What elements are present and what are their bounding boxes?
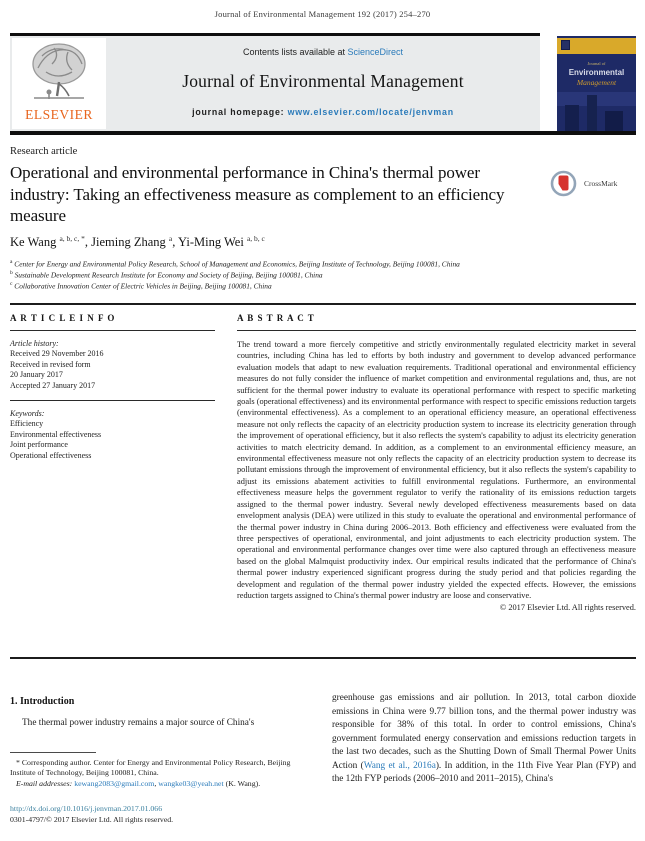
history-line: Received in revised form — [10, 359, 91, 369]
abstract-rule — [237, 330, 636, 331]
homepage-url-link[interactable]: www.elsevier.com/locate/jenvman — [287, 107, 454, 117]
keyword-item: Joint performance — [10, 440, 68, 450]
keyword-item: Operational effectiveness — [10, 450, 92, 460]
history-line: Accepted 27 January 2017 — [10, 380, 96, 390]
elsevier-wordmark: ELSEVIER — [25, 107, 93, 122]
cover-line1: Journal of — [587, 61, 606, 66]
abstract-column — [237, 313, 636, 612]
abstract-text: The trend toward a more fiercely competitive and strictly environmentally regulated electricity market in several countries, including China has led to efforts by both industry and government to develop advanced performance evaluation models that adapt to new evaluation requirements. Traditional operational and environmental efficiency measures do not fully consider the influence of market competition and environmental regulations and, thus, are not sufficient for the thermal power industry to evaluate its operational performance with respect to specific marketing goals (operational effectiveness) and its environmental performance with respect to specific emissions reduction targets (environmental effectiveness). As a complement to an operational efficiency measure, an operational effectiveness measure not only reflects the capacity of an electricity production system to increase its electricity generation through the improvement of operational efficiency, but it also reflects the system's capability to adjust its electricity generation activities to match electricity demand. In addition, as a complement to an environmental efficiency measure, an environmental effectiveness measure not only reflects the capacity of an electricity production system to decrease its pollutant emissions through the improvement of environmental efficiency, but it also reflects the system's capability to adjust its emissions abatement activities to fulfill environmental regulations. Furthermore, an environmental effectiveness measure helps the government regulator to verify the rationality of its emissions reduction targets assigned to the thermal power industry. Several newly developed effectiveness measurements based on data envelopment analysis (DEA) were utilized in this study to evaluate the operational and environmental performance of the thermal power industry in China during 2006–2013. Both efficiency and effectiveness were evaluated from the three perspectives of operational, environmental, and joint adjustments to each electricity production system. The operational and environmental performance changes over time were also captured through an effectiveness measure based on the global Malmquist productivity index. Our empirical results indicated that the performance of China's thermal power industry experienced significant progress during the study period and that policies regarding the development and regulation of the thermal power industry yielded the expected effects. However, the emissions reduction targets assigned to China's thermal power industry are loose and conservative. — [237, 340, 636, 600]
affiliation-text: Collaborative Innovation Center of Electric Vehicles in Beijing, Beijing 100081, China — [12, 281, 272, 291]
cover-line2: Environmental — [568, 68, 625, 77]
author-name: Yi-Ming Wei — [178, 235, 244, 250]
keyword-item: Efficiency — [10, 419, 44, 429]
article-info-rule — [10, 330, 215, 331]
affiliation-text: Center for Energy and Environmental Policy Research, School of Management and Economics, Beijing Institute of Technology, Beijing 100081, China — [12, 259, 460, 269]
affiliation-text: Sustainable Development Research Institute for Economy and Society of Beijing, Beijing 100081, China — [12, 270, 323, 280]
cover-building-shape — [565, 105, 579, 131]
crossmark-badge[interactable] — [550, 170, 640, 200]
email-link-2[interactable]: wangke03@yeah.net — [158, 778, 224, 788]
keywords-label: Keywords: — [10, 409, 45, 419]
cover-building-shape — [605, 111, 623, 131]
email-separator: , — [154, 778, 159, 788]
article-history — [10, 339, 215, 391]
history-line: Received 29 November 2016 — [10, 349, 104, 359]
contents-prefix: Contents lists available at — [242, 47, 348, 57]
cover-line3: Management — [576, 78, 617, 87]
affiliation-list — [10, 258, 460, 291]
abstract-copyright: © 2017 Elsevier Ltd. All rights reserved. — [499, 603, 636, 613]
abstract-heading: A B S T R A C T — [237, 313, 315, 323]
email-label: E-mail addresses: — [16, 778, 73, 788]
article-info-heading: A R T I C L E I N F O — [10, 313, 116, 323]
journal-title: Journal of Environmental Management — [182, 71, 464, 91]
running-head: Journal of Environmental Management 192 (2017) 254–270 — [214, 9, 431, 19]
affiliation-item — [10, 258, 460, 269]
affiliation-mark: b — [10, 270, 13, 277]
abstract-bottom-rule — [10, 657, 636, 659]
sciencedirect-link[interactable]: ScienceDirect — [347, 47, 404, 57]
cover-emblem-icon — [561, 40, 570, 50]
author-separator: , — [172, 235, 179, 250]
issn-rights-line: 0301-4797/© 2017 Elsevier Ltd. All rights reserved. — [10, 814, 174, 824]
paragraph-text: greenhouse gas emissions and air pollution. In 2013, total carbon dioxide emissions in China were 9.77 billion tons, and the thermal power industry was responsible for 38% of this total. In order to control emissions, China's government formulated energy conservation and emissions reduction targets in the last two decades, such as the Shutting Down of Small Thermal Power Units Action ( — [332, 693, 636, 771]
email-tail: (K. Wang). — [223, 778, 261, 788]
affiliation-mark: c — [10, 281, 13, 288]
affiliation-item — [10, 269, 460, 280]
author-list — [10, 234, 265, 250]
affiliation-item — [10, 280, 460, 291]
section-1-heading: 1. Introduction — [10, 696, 75, 707]
header-center — [106, 36, 540, 131]
body-left-column — [10, 692, 312, 731]
citation-link[interactable]: Wang et al., 2016a — [363, 760, 436, 771]
email-line — [10, 779, 312, 789]
journal-cover-thumbnail[interactable] — [557, 36, 636, 131]
article-type-label: Research article — [10, 146, 78, 157]
crossmark-label: CrossMark — [584, 179, 618, 188]
keyword-item: Environmental effectiveness — [10, 429, 102, 439]
footnote-rule — [10, 752, 96, 753]
article-history-label: Article history: — [10, 339, 59, 348]
history-line: 20 January 2017 — [10, 370, 63, 380]
elsevier-logo[interactable] — [12, 38, 106, 129]
section-rule — [10, 303, 636, 305]
paragraph-text: ). In addition, in the 11th Five Year Plan (FYP) and the 12th FYP periods (2006–2010 and 2011–2015), China's — [332, 760, 636, 784]
homepage-line — [106, 107, 540, 117]
body-right-column — [332, 692, 636, 787]
header-bottom-rule — [10, 131, 636, 135]
keywords-block — [10, 409, 215, 461]
article-info-column — [10, 313, 215, 461]
corresponding-author-note: * Corresponding author. Center for Energy and Environmental Policy Research, Beijing Institute of Technology, Beijing 100081, China. — [10, 758, 291, 778]
footnote-block — [10, 752, 312, 789]
author-affil-marks: a, b, c — [246, 234, 265, 243]
affiliation-mark: a — [10, 259, 13, 265]
doi-link[interactable]: http://dx.doi.org/10.1016/j.jenvman.2017.01.066 — [10, 804, 163, 813]
author-name: Jieming Zhang — [91, 235, 166, 250]
author-affil-marks: a — [168, 234, 173, 243]
intro-paragraph: The thermal power industry remains a major source of China's — [22, 718, 255, 728]
article-title: Operational and environmental performance in China's thermal power industry: Taking an effectiveness measure as complement to an efficiency measure — [10, 163, 505, 225]
cover-building-shape — [587, 95, 597, 131]
journal-header-band — [10, 36, 540, 131]
homepage-label: journal homepage: — [192, 107, 288, 117]
contents-line — [106, 47, 540, 57]
crossmark-icon — [550, 174, 581, 191]
elsevier-tree-icon — [24, 91, 94, 108]
keywords-rule — [10, 400, 215, 401]
footer-identifiers — [10, 804, 330, 825]
author-name: Ke Wang — [10, 235, 57, 250]
email-link-1[interactable]: kewang2083@gmail.com — [74, 778, 155, 788]
intro-paragraph-continued — [332, 692, 636, 787]
author-affil-marks: a, b, c, * — [59, 234, 85, 243]
author-separator: , — [84, 235, 92, 250]
